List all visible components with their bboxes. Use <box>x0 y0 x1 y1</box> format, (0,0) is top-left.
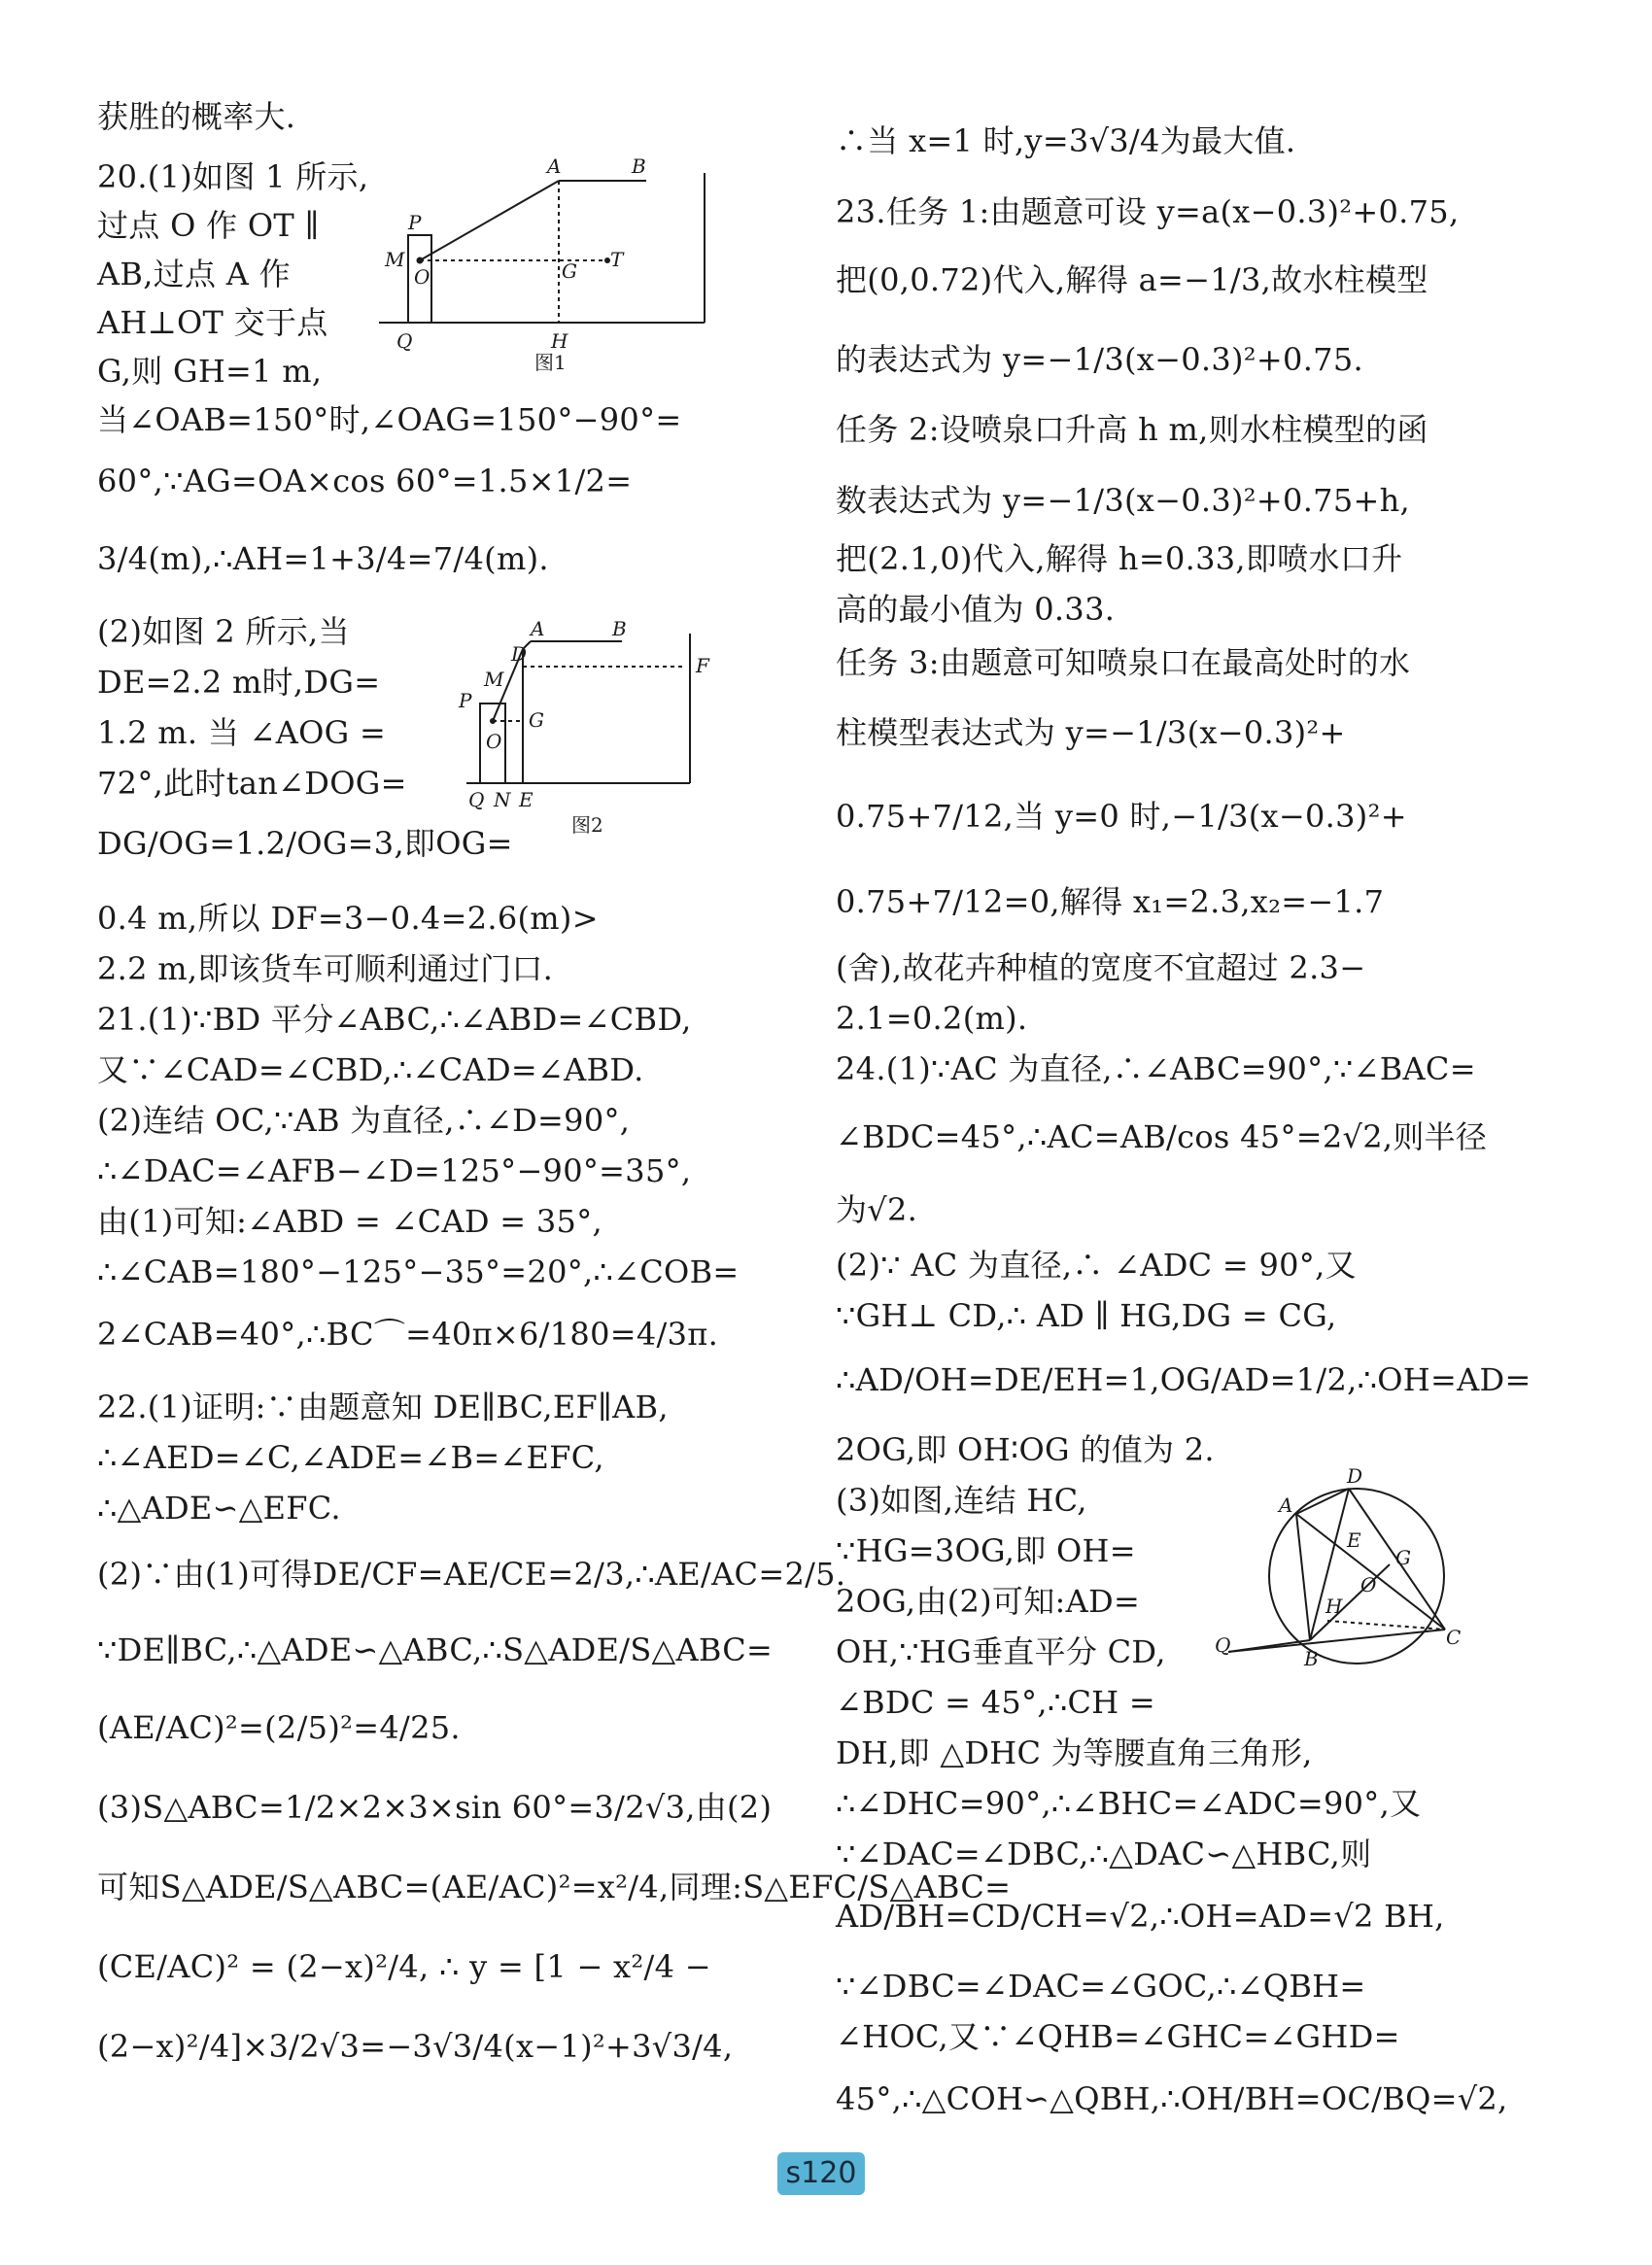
text-line: 2OG,即 OH∶OG 的值为 2. <box>836 1431 1215 1468</box>
label-A: A <box>1279 1493 1293 1517</box>
label-O: O <box>1360 1573 1377 1596</box>
label-E: E <box>519 788 533 811</box>
label-H: H <box>1325 1595 1343 1618</box>
text-line: ∠HOC,又∵∠QHB=∠GHC=∠GHD= <box>836 2018 1400 2055</box>
label-B: B <box>632 155 646 178</box>
label-P: P <box>408 211 422 234</box>
text-line: 45°,∴△COH∽△QBH,∴OH/BH=OC/BQ=√2, <box>836 2080 1508 2117</box>
text-line: 任务 2:设喷泉口升高 h m,则水柱模型的函 <box>836 411 1428 448</box>
text-line: ∴∠AED=∠C,∠ADE=∠B=∠EFC, <box>97 1439 604 1476</box>
text-line: 72°,此时tan∠DOG= <box>97 765 407 802</box>
label-Q: Q <box>468 788 485 811</box>
text-line: ∵∠DAC=∠DBC,∴△DAC∽△HBC,则 <box>836 1836 1372 1872</box>
text-line: (2)∵由(1)可得DE/CF=AE/CE=2/3,∴AE/AC=2/5. <box>97 1556 846 1593</box>
text-line: 当∠OAB=150°时,∠OAG=150°−90°= <box>97 401 682 438</box>
text-line: 24.(1)∵AC 为直径,∴∠ABC=90°,∵∠BAC= <box>836 1050 1476 1087</box>
text-line: (3)S△ABC=1/2×2×3×sin 60°=3/2√3,由(2) <box>97 1789 773 1826</box>
text-line: ∴∠DAC=∠AFB−∠D=125°−90°=35°, <box>97 1152 692 1189</box>
label-G: G <box>1395 1546 1411 1569</box>
label-N: N <box>494 788 511 811</box>
label-M: M <box>385 248 405 271</box>
text-line: DH,即 △DHC 为等腰直角三角形, <box>836 1734 1313 1771</box>
label-A: A <box>547 155 562 178</box>
label-H: H <box>551 329 568 353</box>
page-number: s120 <box>777 2152 865 2195</box>
text-line: 把(0,0.72)代入,解得 a=−1/3,故水柱模型 <box>836 261 1428 298</box>
text-line: 任务 3:由题意可知喷泉口在最高处时的水 <box>836 644 1411 681</box>
text-line: (3)如图,连结 HC, <box>836 1482 1087 1519</box>
label-A: A <box>531 617 545 640</box>
text-line: 23.任务 1:由题意可设 y=a(x−0.3)²+0.75, <box>836 193 1460 230</box>
text-line: (2)连结 OC,∵AB 为直径,∴∠D=90°, <box>97 1102 631 1139</box>
label-B: B <box>1304 1647 1319 1670</box>
text-line: 高的最小值为 0.33. <box>836 591 1116 628</box>
text-line: ∵HG=3OG,即 OH= <box>836 1532 1136 1569</box>
text-line: 由(1)可知:∠ABD = ∠CAD = 35°, <box>97 1203 602 1240</box>
text-line: ∴△ADE∽△EFC. <box>97 1490 341 1527</box>
text-line: AB,过点 A 作 <box>97 256 291 292</box>
text-line: 的表达式为 y=−1/3(x−0.3)²+0.75. <box>836 341 1363 378</box>
figure-1 <box>369 155 719 393</box>
text-line: (2)如图 2 所示,当 <box>97 613 350 650</box>
text-line: 20.(1)如图 1 所示, <box>97 158 369 195</box>
figure-2 <box>447 612 729 849</box>
text-line: ∵GH⊥ CD,∴ AD ∥ HG,DG = CG, <box>836 1297 1337 1334</box>
text-line: ∴∠CAB=180°−125°−35°=20°,∴∠COB= <box>97 1253 740 1290</box>
text-line: 2.2 m,即该货车可顺利通过门口. <box>97 950 554 987</box>
label-D: D <box>511 642 528 666</box>
label-F: F <box>696 654 709 677</box>
text-line: ∴AD/OH=DE/EH=1,OG/AD=1/2,∴OH=AD= <box>836 1361 1532 1398</box>
label-B: B <box>612 617 627 640</box>
label-M: M <box>484 668 504 691</box>
label-E: E <box>1347 1528 1361 1552</box>
label-T: T <box>610 248 624 271</box>
figure-1-caption: 图1 <box>534 351 567 374</box>
text-line: ∠BDC=45°,∴AC=AB/cos 45°=2√2,则半径 <box>836 1118 1488 1155</box>
text-line: 0.75+7/12,当 y=0 时,−1/3(x−0.3)²+ <box>836 798 1407 835</box>
text-line: (2−x)²/4]×3/2√3=−3√3/4(x−1)²+3√3/4, <box>97 2028 734 2065</box>
text-line: 2∠CAB=40°,∴BC⌒=40π×6/180=4/3π. <box>97 1316 719 1353</box>
text-line: 0.4 m,所以 DF=3−0.4=2.6(m)> <box>97 900 599 937</box>
text-line: 可知S△ADE/S△ABC=(AE/AC)²=x²/4,同理:S△EFC/S△ABC= <box>97 1869 1012 1905</box>
text-line: ∴当 x=1 时,y=3√3/4为最大值. <box>836 122 1296 159</box>
label-Q: Q <box>1215 1633 1231 1657</box>
text-line: 60°,∵AG=OA×cos 60°=1.5×1/2= <box>97 463 633 499</box>
figure-3 <box>1215 1467 1467 1685</box>
label-G: G <box>529 708 544 732</box>
label-C: C <box>1446 1626 1462 1649</box>
text-line: 3/4(m),∴AH=1+3/4=7/4(m). <box>97 540 549 577</box>
text-line: ∠BDC = 45°,∴CH = <box>836 1684 1156 1721</box>
text-line: DG/OG=1.2/OG=3,即OG= <box>97 825 513 862</box>
label-G: G <box>562 259 577 283</box>
label-O: O <box>414 265 430 289</box>
text-line: 获胜的概率大. <box>97 98 296 135</box>
text-line: 柱模型表达式为 y=−1/3(x−0.3)²+ <box>836 714 1346 751</box>
text-line: 又∵∠CAD=∠CBD,∴∠CAD=∠ABD. <box>97 1051 644 1088</box>
text-line: (2)∵ AC 为直径,∴ ∠ADC = 90°,又 <box>836 1247 1357 1284</box>
text-line: AD/BH=CD/CH=√2,∴OH=AD=√2 BH, <box>836 1898 1445 1935</box>
text-line: 为√2. <box>836 1191 918 1228</box>
text-line: ∴∠DHC=90°,∴∠BHC=∠ADC=90°,又 <box>836 1785 1422 1822</box>
text-line: ∵DE∥BC,∴△ADE∽△ABC,∴S△ADE/S△ABC= <box>97 1631 774 1668</box>
text-line: DE=2.2 m时,DG= <box>97 664 381 701</box>
text-line: 22.(1)证明:∵由题意知 DE∥BC,EF∥AB, <box>97 1389 669 1425</box>
text-line: (CE/AC)² = (2−x)²/4, ∴ y = [1 − x²/4 − <box>97 1948 711 1985</box>
text-line: 把(2.1,0)代入,解得 h=0.33,即喷水口升 <box>836 540 1403 577</box>
text-line: ∵∠DBC=∠DAC=∠GOC,∴∠QBH= <box>836 1968 1366 2005</box>
text-line: 1.2 m. 当 ∠AOG = <box>97 714 387 751</box>
text-line: 0.75+7/12=0,解得 x₁=2.3,x₂=−1.7 <box>836 883 1385 920</box>
text-line: 21.(1)∵BD 平分∠ABC,∴∠ABD=∠CBD, <box>97 1001 692 1038</box>
label-D: D <box>1347 1467 1363 1488</box>
text-line: AH⊥OT 交于点 <box>97 304 328 341</box>
text-line: 2.1=0.2(m). <box>836 1000 1028 1037</box>
label-P: P <box>459 689 472 712</box>
text-line: 数表达式为 y=−1/3(x−0.3)²+0.75+h, <box>836 482 1410 519</box>
text-line: 2OG,由(2)可知:AD= <box>836 1583 1141 1620</box>
label-O: O <box>486 730 502 753</box>
figure-2-caption: 图2 <box>571 813 603 837</box>
text-line: (舍),故花卉种植的宽度不宜超过 2.3− <box>836 949 1366 986</box>
label-Q: Q <box>396 329 413 353</box>
text-line: 过点 O 作 OT ∥ <box>97 207 320 244</box>
text-line: OH,∵HG垂直平分 CD, <box>836 1633 1166 1670</box>
text-line: (AE/AC)²=(2/5)²=4/25. <box>97 1709 461 1746</box>
text-line: G,则 GH=1 m, <box>97 353 323 390</box>
